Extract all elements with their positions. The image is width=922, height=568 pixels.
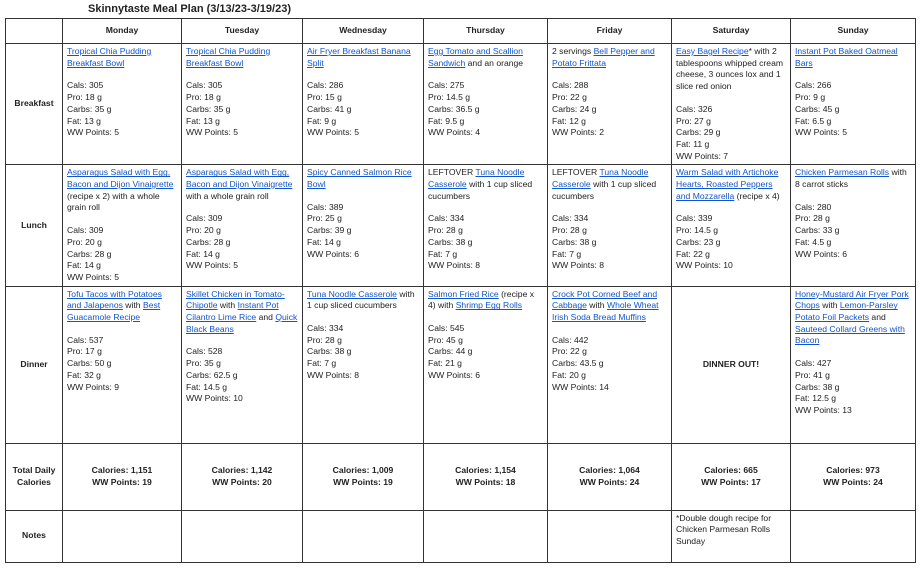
total-calories: Calories: 665 (704, 464, 758, 475)
nutrition-line: Pro: 27 g (676, 115, 711, 126)
day-header-friday: Friday (548, 19, 672, 44)
nutrition-line: Pro: 28 g (307, 334, 342, 345)
nutrition-line: Cals: 326 (676, 103, 713, 114)
meal-description (795, 46, 911, 69)
breakfast-cell (63, 44, 182, 165)
nutrition-line: Fat: 7 g (552, 248, 582, 259)
meal-description (428, 46, 543, 69)
meal-description (795, 289, 911, 348)
row-label-breakfast: Breakfast (6, 44, 63, 165)
nutrition-line: Pro: 18 g (186, 92, 221, 103)
nutrition-line: WW Points: 6 (795, 248, 848, 259)
nutrition-line: Fat: 14 g (67, 260, 101, 271)
dinner-cell (548, 286, 672, 443)
nutrition-line: Pro: 9 g (795, 92, 826, 103)
nutrition-line: Pro: 28 g (552, 225, 587, 236)
nutrition-line: Cals: 339 (676, 213, 713, 224)
nutrition-line: WW Points: 5 (186, 260, 239, 271)
meal-text: with 1 cup sliced cucumbers (552, 179, 657, 201)
nutrition-line: Pro: 14.5 g (428, 92, 471, 103)
dinner-cell (424, 286, 548, 443)
meal-text: with 1 cup sliced cucumbers (428, 179, 533, 201)
lunch-row (6, 165, 916, 286)
meal-text: 2 servings (552, 46, 594, 56)
nutrition-line: Fat: 14 g (186, 248, 220, 259)
nutrition-line: WW Points: 13 (795, 404, 852, 415)
meal-text: and (869, 312, 886, 323)
nutrition-line: Fat: 32 g (67, 369, 101, 380)
nutrition-line: Pro: 15 g (307, 92, 342, 103)
breakfast-cell (791, 44, 916, 165)
nutrition-line: Carbs: 23 g (676, 236, 721, 247)
breakfast-cell (303, 44, 424, 165)
total-ww-points: WW Points: 17 (701, 476, 761, 487)
nutrition-line: Fat: 13 g (186, 115, 220, 126)
nutrition-info (307, 323, 419, 382)
nutrition-line: Cals: 334 (307, 323, 344, 334)
meal-text: (recipe x 4) with (428, 288, 535, 311)
nutrition-line: Carbs: 39 g (307, 225, 352, 236)
day-header-sunday: Sunday (791, 19, 916, 44)
daily-total-cell (424, 443, 548, 510)
nutrition-line: Fat: 22 g (676, 248, 710, 259)
row-label-dinner: Dinner (6, 286, 63, 443)
nutrition-line: Carbs: 41 g (307, 103, 352, 114)
nutrition-info (67, 335, 177, 394)
recipe-link[interactable]: Bell Pepper and Potato Frittata (552, 46, 655, 68)
nutrition-info (307, 80, 419, 139)
recipe-link[interactable]: Sauteed Collard Greens with Bacon (795, 323, 905, 346)
daily-total-cell (672, 443, 791, 510)
nutrition-info (186, 346, 298, 405)
breakfast-cell (672, 44, 791, 165)
nutrition-line: Fat: 9 g (307, 115, 337, 126)
meal-text: with a whole grain roll (186, 190, 269, 201)
breakfast-row (6, 44, 916, 165)
total-calories: Calories: 973 (826, 464, 880, 475)
total-row (6, 443, 916, 510)
meal-text: with (819, 300, 840, 311)
nutrition-line: Carbs: 35 g (67, 103, 112, 114)
recipe-link[interactable]: Shrimp Egg Rolls (455, 300, 523, 311)
nutrition-info (186, 80, 298, 139)
total-ww-points: WW Points: 18 (455, 476, 516, 487)
dinner-out-label: DINNER OUT! (672, 286, 791, 443)
nutrition-line: Pro: 17 g (67, 346, 102, 357)
notes-cell (424, 510, 548, 562)
nutrition-line: Cals: 334 (428, 213, 465, 224)
nutrition-info (676, 213, 786, 272)
nutrition-line: WW Points: 6 (307, 248, 360, 259)
meal-description (67, 167, 177, 214)
nutrition-info (67, 80, 177, 139)
nutrition-line: Fat: 14.5 g (186, 381, 228, 392)
recipe-link[interactable]: Tropical Chia Pudding Breakfast Bowl (67, 46, 152, 68)
nutrition-line: Fat: 14 g (307, 236, 341, 247)
nutrition-line: Cals: 309 (67, 225, 104, 236)
meal-text: LEFTOVER (428, 167, 476, 178)
recipe-link[interactable]: Air Fryer Breakfast Banana Split (307, 46, 411, 68)
meal-text: and an orange (465, 57, 524, 68)
notes-cell (548, 510, 672, 562)
nutrition-line: Carbs: 38 g (428, 236, 473, 247)
nutrition-line: Cals: 528 (186, 346, 223, 357)
nutrition-info (67, 225, 177, 284)
nutrition-line: Carbs: 38 g (307, 346, 352, 357)
row-label-total: Total Daily Calories (6, 443, 63, 510)
daily-total-cell (791, 443, 916, 510)
page-title: Skinnytaste Meal Plan (3/13/23-3/19/23) (88, 3, 291, 15)
nutrition-line: Cals: 389 (307, 201, 344, 212)
total-calories: Calories: 1,142 (211, 464, 273, 475)
day-header-monday: Monday (63, 19, 182, 44)
lunch-cell (791, 165, 916, 286)
nutrition-line: Carbs: 28 g (186, 236, 231, 247)
nutrition-line: Carbs: 29 g (676, 127, 721, 138)
meal-text: (recipe x 4) (734, 190, 780, 201)
recipe-link[interactable]: Whole Wheat Irish Soda Bread Muffins (552, 300, 659, 323)
nutrition-line: Pro: 25 g (307, 213, 342, 224)
recipe-link[interactable]: Skillet Chicken in Tomato-Chipotle (186, 288, 285, 311)
notes-cell (303, 510, 424, 562)
nutrition-line: Carbs: 38 g (795, 381, 840, 392)
lunch-cell (182, 165, 303, 286)
nutrition-line: WW Points: 5 (67, 127, 120, 138)
recipe-link[interactable]: Instant Pot Cilantro Lime Rice (186, 300, 279, 323)
nutrition-line: Pro: 45 g (428, 334, 463, 345)
total-ww-points: WW Points: 20 (212, 476, 272, 487)
nutrition-line: Carbs: 44 g (428, 346, 473, 357)
nutrition-line: WW Points: 7 (676, 150, 729, 161)
nutrition-info (552, 213, 667, 272)
nutrition-line: Cals: 275 (428, 80, 465, 91)
total-calories: Calories: 1,151 (91, 464, 153, 475)
nutrition-line: WW Points: 5 (307, 127, 360, 138)
nutrition-line: Fat: 11 g (676, 138, 710, 149)
nutrition-info (186, 213, 298, 272)
meal-description (67, 289, 177, 324)
nutrition-line: Pro: 22 g (552, 92, 587, 103)
day-header-saturday: Saturday (672, 19, 791, 44)
meal-description (186, 289, 298, 336)
notes-cell (791, 510, 916, 562)
nutrition-info (428, 80, 543, 139)
nutrition-line: Fat: 7 g (428, 248, 458, 259)
nutrition-line: WW Points: 5 (795, 127, 848, 138)
nutrition-line: Cals: 305 (67, 80, 104, 91)
notes-cell: *Double dough recipe for Chicken Parmesan Rolls Sunday (672, 510, 791, 562)
nutrition-line: Pro: 41 g (795, 369, 830, 380)
nutrition-line: Pro: 20 g (186, 225, 221, 236)
recipe-link[interactable]: Crock Pot Corned Beef and Cabbage (552, 288, 658, 311)
nutrition-line: Carbs: 24 g (552, 103, 597, 114)
meal-description (552, 167, 667, 202)
nutrition-line: Fat: 6.5 g (795, 115, 832, 126)
total-calories: Calories: 1,154 (455, 464, 516, 475)
lunch-cell (548, 165, 672, 286)
recipe-link[interactable]: Quick Black Beans (186, 312, 298, 334)
meal-text: (recipe x 2) with a whole grain roll (67, 190, 160, 213)
recipe-link[interactable]: Tuna Noodle Casserole (307, 288, 397, 299)
nutrition-line: Pro: 14.5 g (676, 225, 719, 236)
nutrition-line: Fat: 9.5 g (428, 115, 465, 126)
recipe-link[interactable]: Honey-Mustard Air Fryer Pork Chops (795, 288, 909, 311)
day-header-tuesday: Tuesday (182, 19, 303, 44)
meal-description (428, 289, 543, 312)
nutrition-line: WW Points: 4 (428, 127, 481, 138)
total-ww-points: WW Points: 19 (92, 476, 152, 487)
daily-total-cell (63, 443, 182, 510)
meal-description (676, 167, 786, 202)
lunch-cell (303, 165, 424, 286)
nutrition-line: Fat: 7 g (307, 358, 337, 369)
total-ww-points: WW Points: 19 (333, 476, 393, 487)
nutrition-line: Carbs: 28 g (67, 248, 112, 259)
lunch-cell (672, 165, 791, 286)
dinner-cell (63, 286, 182, 443)
breakfast-cell (548, 44, 672, 165)
meal-text: with (122, 300, 143, 311)
meal-description (186, 46, 298, 69)
nutrition-line: Pro: 28 g (795, 213, 830, 224)
breakfast-cell (424, 44, 548, 165)
nutrition-line: Pro: 22 g (552, 346, 587, 357)
nutrition-info (795, 202, 911, 261)
meal-description (186, 167, 298, 202)
nutrition-line: Fat: 21 g (428, 358, 462, 369)
nutrition-line: Cals: 286 (307, 80, 344, 91)
nutrition-line: Fat: 13 g (67, 115, 101, 126)
recipe-link[interactable]: Tropical Chia Pudding Breakfast Bowl (186, 46, 271, 68)
row-label-lunch: Lunch (6, 165, 63, 286)
nutrition-line: Pro: 28 g (428, 225, 463, 236)
nutrition-line: Cals: 442 (552, 334, 589, 345)
nutrition-line: Carbs: 36.5 g (428, 103, 480, 114)
recipe-link[interactable]: Spicy Canned Salmon Rice Bowl (307, 167, 412, 190)
nutrition-line: WW Points: 8 (552, 260, 605, 271)
meal-description (676, 46, 786, 93)
total-calories: Calories: 1,009 (332, 464, 394, 475)
nutrition-line: WW Points: 8 (307, 369, 360, 380)
nutrition-line: Cals: 305 (186, 80, 223, 91)
recipe-link[interactable]: Lemon-Parsley Potato Foil Packets (795, 300, 898, 323)
nutrition-line: Carbs: 33 g (795, 225, 840, 236)
meal-text: LEFTOVER (552, 167, 600, 178)
row-label-notes: Notes (6, 510, 63, 562)
meal-description (67, 46, 177, 69)
recipe-link[interactable]: Instant Pot Baked Oatmeal Bars (795, 46, 898, 68)
daily-total-cell (182, 443, 303, 510)
meal-description (795, 167, 911, 190)
nutrition-info (795, 80, 911, 139)
dinner-cell (182, 286, 303, 443)
nutrition-line: Pro: 20 g (67, 236, 102, 247)
nutrition-line: Carbs: 38 g (552, 236, 597, 247)
meal-description (552, 46, 667, 69)
total-ww-points: WW Points: 24 (579, 476, 640, 487)
notes-cell (182, 510, 303, 562)
nutrition-line: Cals: 537 (67, 334, 104, 345)
nutrition-line: Cals: 309 (186, 213, 223, 224)
recipe-link[interactable]: Warm Salad with Artichoke Hearts, Roasted Peppers and Mozzarella (676, 167, 779, 201)
nutrition-line: Fat: 12.5 g (795, 393, 837, 404)
nutrition-line: WW Points: 6 (428, 369, 481, 380)
meal-description (428, 167, 543, 202)
nutrition-info (428, 213, 543, 272)
total-ww-points: WW Points: 24 (823, 476, 883, 487)
daily-total-cell (548, 443, 672, 510)
nutrition-line: Carbs: 45 g (795, 103, 840, 114)
nutrition-line: Cals: 280 (795, 201, 832, 212)
recipe-link[interactable]: Chicken Parmesan Rolls (795, 167, 890, 178)
recipe-link[interactable]: Best Guacamole Recipe (67, 300, 161, 323)
nutrition-line: WW Points: 10 (676, 260, 733, 271)
nutrition-line: Carbs: 43.5 g (552, 358, 604, 369)
nutrition-line: WW Points: 2 (552, 127, 605, 138)
nutrition-line: Carbs: 50 g (67, 358, 112, 369)
meal-description (307, 289, 419, 312)
day-header-thursday: Thursday (424, 19, 548, 44)
nutrition-info (428, 323, 543, 382)
nutrition-line: Cals: 266 (795, 80, 832, 91)
meal-text: with (586, 300, 607, 311)
recipe-link[interactable]: Egg Tomato and Scallion Sandwich (428, 46, 523, 68)
notes-cell (63, 510, 182, 562)
meal-text: with 8 carrot sticks (795, 167, 907, 190)
meal-plan-table (5, 18, 916, 563)
lunch-cell (63, 165, 182, 286)
meal-text: * with 2 tablespoons whipped cream cheese, 3 ounces lox and 1 slice red onion (676, 46, 784, 92)
breakfast-cell (182, 44, 303, 165)
nutrition-line: Cals: 288 (552, 80, 589, 91)
nutrition-line: Cals: 334 (552, 213, 589, 224)
nutrition-info (552, 335, 667, 394)
header-row (6, 19, 916, 44)
nutrition-line: WW Points: 5 (186, 127, 239, 138)
nutrition-line: WW Points: 5 (67, 271, 120, 282)
recipe-link[interactable]: Asparagus Salad with Egg, Bacon and Dijon Vinaigrette (67, 167, 174, 190)
nutrition-line: WW Points: 10 (186, 393, 243, 404)
nutrition-line: WW Points: 14 (552, 381, 609, 392)
nutrition-info (307, 202, 419, 261)
recipe-link[interactable]: Salmon Fried Rice (428, 288, 499, 299)
nutrition-info (676, 104, 786, 163)
nutrition-line: Fat: 4.5 g (795, 236, 832, 247)
meal-text: with (217, 300, 238, 311)
meal-text: and (256, 312, 276, 323)
nutrition-line: Pro: 35 g (186, 358, 221, 369)
day-header-wednesday: Wednesday (303, 19, 424, 44)
nutrition-line: Carbs: 35 g (186, 103, 231, 114)
nutrition-line: Cals: 427 (795, 358, 832, 369)
meal-text: with 1 cup sliced cucumbers (307, 288, 415, 311)
nutrition-info (795, 358, 911, 417)
nutrition-line: Carbs: 62.5 g (186, 369, 238, 380)
recipe-link[interactable]: Tuna Noodle Casserole (552, 167, 649, 190)
daily-total-cell (303, 443, 424, 510)
corner-cell (6, 19, 63, 44)
meal-description (307, 167, 419, 190)
dinner-cell (791, 286, 916, 443)
nutrition-line: Pro: 18 g (67, 92, 102, 103)
nutrition-line: Cals: 545 (428, 323, 465, 334)
nutrition-line: Fat: 12 g (552, 115, 586, 126)
recipe-link[interactable]: Easy Bagel Recipe (676, 46, 749, 56)
recipe-link[interactable]: Asparagus Salad with Egg, Bacon and Dijon Vinaigrette (186, 167, 293, 190)
nutrition-line: Fat: 20 g (552, 369, 586, 380)
recipe-link[interactable]: Tofu Tacos with Potatoes and Jalapenos (67, 288, 162, 311)
nutrition-info (552, 80, 667, 139)
recipe-link[interactable]: Tuna Noodle Casserole (428, 167, 525, 190)
lunch-cell (424, 165, 548, 286)
notes-row (6, 510, 916, 562)
total-calories: Calories: 1,064 (579, 464, 640, 475)
nutrition-line: WW Points: 8 (428, 260, 481, 271)
nutrition-line: WW Points: 9 (67, 381, 120, 392)
meal-description (552, 289, 667, 324)
dinner-cell (303, 286, 424, 443)
meal-description (307, 46, 419, 69)
dinner-row (6, 286, 916, 443)
